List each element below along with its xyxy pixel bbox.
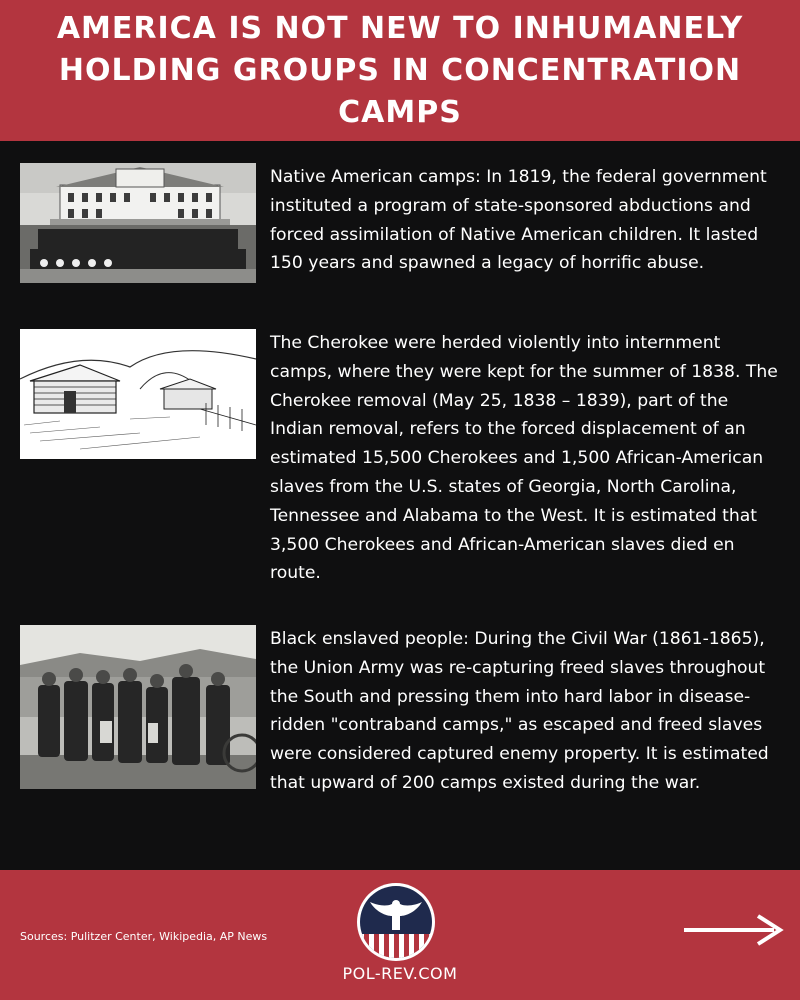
entry-text: The Cherokee were herded violently into internment camps, where they were kept for the summer of 1838. The Cherokee removal (May 25, 1838 – 1839), part of the Indian removal, refers to the forced displacement of an estimated 15,500 Cherokees and 1,500 African-American slaves from the U.S. states of Georgia, North Carolina, Tennessee and Alabama to the West. It is estimated that 3,500 Cherokees and African-American slaves died en route. bbox=[270, 333, 778, 584]
log-cabin-illustration bbox=[20, 329, 256, 459]
log-cabin-sketch bbox=[20, 329, 256, 459]
contraband-camp-illustration bbox=[20, 625, 256, 789]
entry-contraband-camps bbox=[20, 625, 780, 855]
footer-banner bbox=[0, 870, 800, 1000]
arrow-right-icon[interactable] bbox=[680, 910, 790, 950]
entry-text: Native American camps: In 1819, the federal government instituted a program of state-sponsored abductions and forced assimilation of Native American children. It lasted 150 years and spawned a legacy of horrific abuse. bbox=[270, 167, 767, 274]
sources-note: Sources: Pulitzer Center, Wikipedia, AP News bbox=[20, 930, 268, 943]
eagle-shield-icon bbox=[356, 882, 436, 962]
page-title: AMERICA IS NOT NEW TO INHUMANELY HOLDING GROUPS IN CONCENTRATION CAMPS bbox=[56, 10, 744, 130]
content-area bbox=[0, 141, 800, 870]
entry-cherokee-removal bbox=[20, 329, 780, 609]
entry-text: Black enslaved people: During the Civil War (1861-1865), the Union Army was re-capturing freed slaves throughout the South and pressing them into hard labor in disease-ridden "contraband camps," as escaped and freed slaves were considered captured enemy property. It is estimated that upward of 200 camps existed during the war. bbox=[270, 629, 769, 793]
entry-native-american-camps bbox=[20, 163, 780, 285]
header-banner bbox=[0, 0, 800, 141]
site-url: POL-REV.COM bbox=[342, 964, 458, 983]
boarding-school-photo bbox=[20, 163, 256, 283]
boarding-school-illustration bbox=[20, 163, 256, 283]
contraband-camp-photo bbox=[20, 625, 256, 789]
